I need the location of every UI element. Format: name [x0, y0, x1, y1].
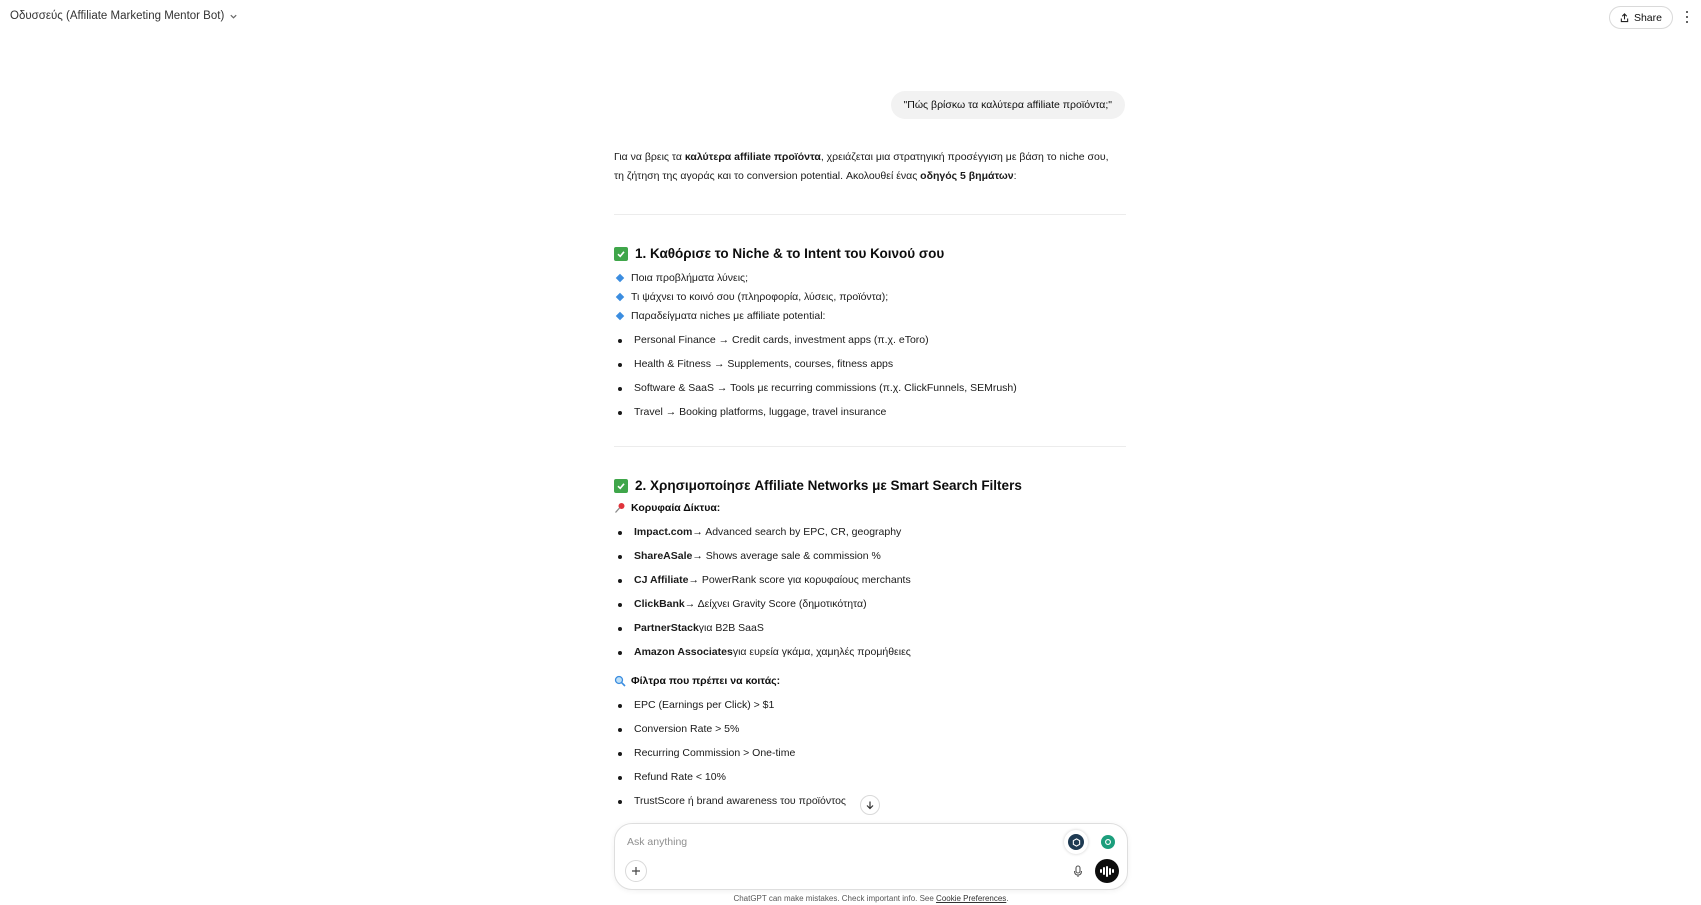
- list-item: Refund Rate < 10%: [634, 771, 726, 783]
- gpt-title-menu[interactable]: [10, 10, 238, 22]
- check-mark-icon: [614, 247, 628, 261]
- top-bar: [0, 0, 1701, 34]
- grammar-extension-icon[interactable]: [1101, 835, 1115, 849]
- check-mark-icon: [614, 479, 628, 493]
- disclaimer: ChatGPT can make mistakes. Check important info. See Cookie Preferences.: [733, 894, 1009, 903]
- plus-icon: [631, 866, 641, 876]
- list-item: Travel → Booking platforms, luggage, travel insurance: [634, 406, 886, 418]
- networks-label: Κορυφαία Δίκτυα:: [614, 502, 720, 514]
- section-2-heading: 2. Χρησιμοποίησε Affiliate Networks με Smart Search Filters: [614, 478, 1022, 493]
- add-attachment-button[interactable]: [625, 860, 647, 882]
- list-item: Personal Finance → Credit cards, investment apps (π.χ. eToro): [634, 334, 929, 346]
- magnifier-icon: [614, 675, 626, 687]
- scroll-to-bottom-button[interactable]: [860, 795, 880, 815]
- message-composer: [614, 823, 1128, 890]
- pushpin-icon: [614, 502, 626, 514]
- list-item: Recurring Commission > One-time: [634, 747, 795, 759]
- blue-diamond-icon: [616, 312, 624, 320]
- divider: [614, 214, 1126, 215]
- section-1-heading: 1. Καθόρισε το Niche & το Intent του Κοινού σου: [614, 246, 944, 261]
- more-options-icon[interactable]: [1679, 8, 1695, 26]
- list-item: EPC (Earnings per Click) > $1: [634, 699, 774, 711]
- list-item: Software & SaaS → Tools με recurring commissions (π.χ. ClickFunnels, SEMrush): [634, 382, 1017, 394]
- share-button[interactable]: [1609, 6, 1673, 29]
- chevron-down-icon: [229, 12, 238, 21]
- list-item: Τι ψάχνει το κοινό σου (πληροφορία, λύσεις, προϊόντα);: [614, 291, 888, 303]
- share-icon: [1620, 13, 1629, 23]
- dictate-button[interactable]: [1069, 862, 1087, 880]
- list-item: PartnerStack για B2B SaaS: [634, 622, 764, 634]
- list-item: Ποια προβλήματα λύνεις;: [614, 272, 748, 284]
- list-item: ClickBank → Δείχνει Gravity Score (δημοτικότητα): [634, 598, 867, 610]
- voice-mode-button[interactable]: [1095, 859, 1119, 883]
- arrow-down-icon: [865, 800, 875, 810]
- list-item: Παραδείγματα niches με affiliate potential:: [614, 310, 825, 322]
- waveform-icon: [1100, 866, 1114, 877]
- extension-icon[interactable]: [1064, 830, 1088, 854]
- list-item: TrustScore ή brand awareness του προϊόντος: [634, 795, 846, 807]
- assistant-intro: Για να βρεις τα καλύτερα affiliate προϊόντα, χρειάζεται μια στρατηγική προσέγγιση με βάση το niche σου, τη ζήτηση της αγοράς και το conversion potential. Ακολουθεί ένας οδηγός 5 βημάτων:: [614, 151, 1109, 182]
- list-item: Amazon Associates για ευρεία γκάμα, χαμηλές προμήθειες: [634, 646, 911, 658]
- blue-diamond-icon: [616, 274, 624, 282]
- microphone-icon: [1073, 865, 1083, 878]
- gpt-title: Οδυσσεύς (Affiliate Marketing Mentor Bot): [10, 10, 225, 22]
- list-item: CJ Affiliate → PowerRank score για κορυφαίους merchants: [634, 574, 911, 586]
- share-label: Share: [1633, 11, 1662, 24]
- cookie-preferences-link[interactable]: Cookie Preferences: [936, 894, 1007, 903]
- blue-diamond-icon: [616, 293, 624, 301]
- list-item: ShareASale → Shows average sale & commission %: [634, 550, 881, 562]
- list-item: Conversion Rate > 5%: [634, 723, 739, 735]
- user-message: "Πώς βρίσκω τα καλύτερα affiliate προϊόντα;": [891, 91, 1125, 119]
- list-item: Impact.com → Advanced search by EPC, CR, geography: [634, 526, 901, 538]
- list-item: Health & Fitness → Supplements, courses, fitness apps: [634, 358, 893, 370]
- divider: [614, 446, 1126, 447]
- chat-input[interactable]: [627, 833, 1007, 851]
- filters-label: Φίλτρα που πρέπει να κοιτάς:: [614, 675, 780, 687]
